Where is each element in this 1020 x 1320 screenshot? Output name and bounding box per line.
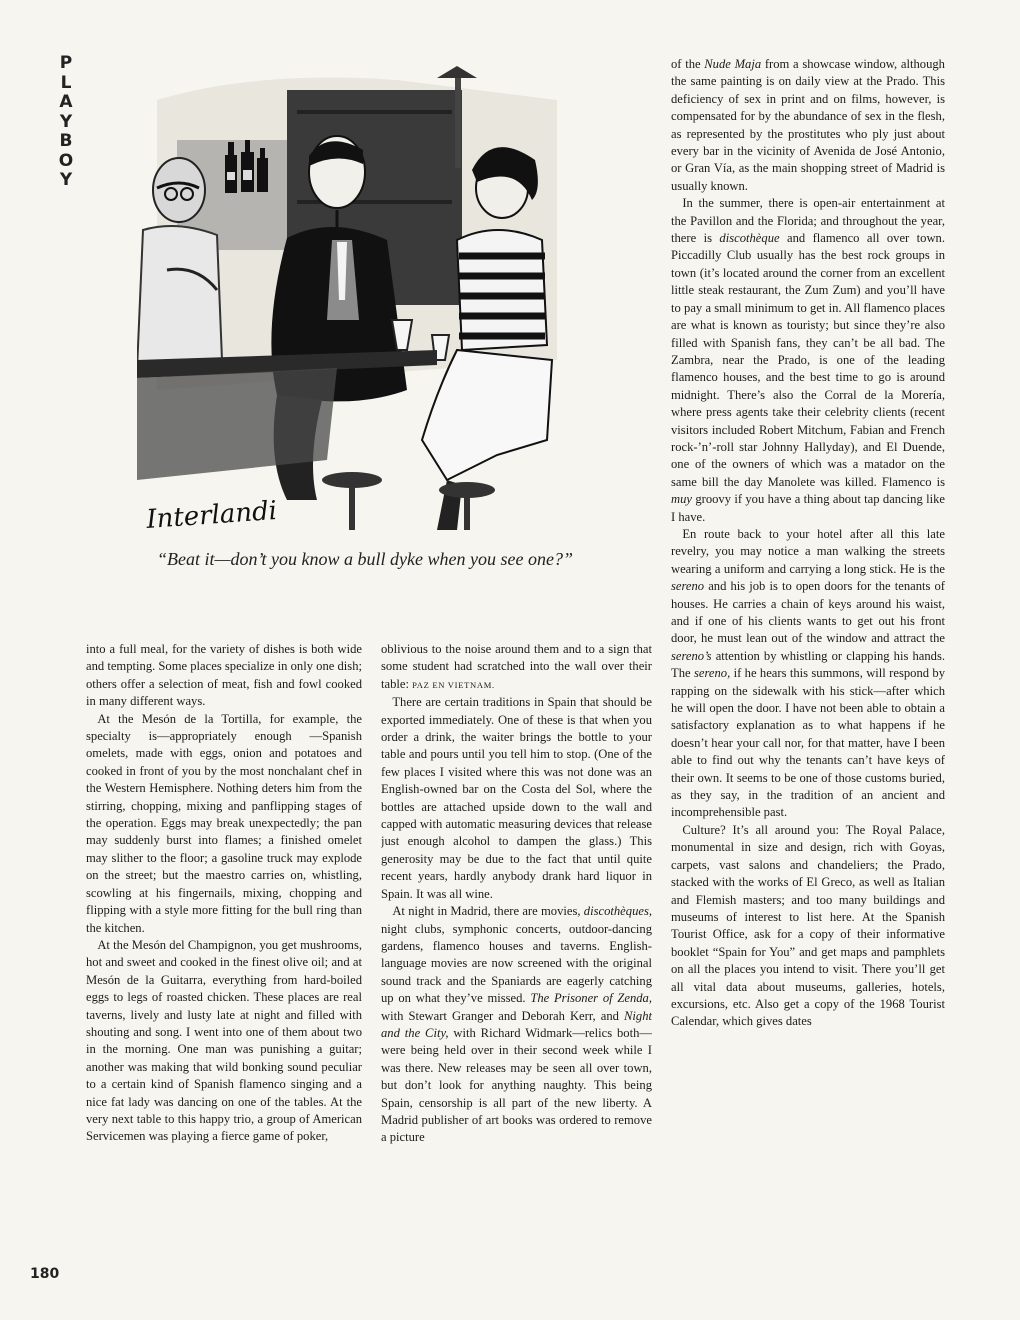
text-run: of the	[671, 57, 701, 71]
paragraph	[671, 526, 945, 822]
logo-letter: P	[59, 53, 73, 73]
cartoon-illustration	[137, 60, 587, 540]
paragraph	[381, 903, 652, 1147]
logo-letter: O	[58, 150, 74, 171]
text-run: and flamenco all over town. Piccadilly Club usually has the best rock groups in town (it’s located around the corner from an excellent little steak restaurant, the Zum Zum) and you’ll have to pay a small minimum to get in. All flamenco places are what is known as touristy; but since they’re also filled with Spanish fans, they can’t be all bad. The Zambra, near the Prado, is one of the leading flamenco houses, and the best time to go is around midnight. There’s also the Corral de la Morería, where press agents take their celebrity clients (recent visitors included Robert Mitchum, Fabian and French rock-’n’-roll star Johnny Hallyday), and El Duende, one of the owners of which was a matador on the same bill the day Manolete was killed. Flamenco is	[671, 231, 945, 489]
logo-letter: A	[59, 92, 73, 112]
italic-term: muy	[671, 492, 692, 507]
text-run: and his job is to open doors for the tenants of houses. He carries a chain of keys around his waist, and if one of his clients wants to get out his front door, he must lean out of the window and attract the	[671, 579, 945, 646]
italic-term: discothèque	[719, 231, 780, 246]
text-run: attention by whistling or clapping his hands. The	[671, 648, 945, 681]
italic-term: sereno’s	[671, 648, 712, 663]
article-column-3	[671, 56, 945, 1288]
painting-title: Nude Maja	[704, 57, 762, 71]
cartoon-caption: “Beat it—don’t you know a bull dyke when you see one?”	[157, 549, 573, 569]
paragraph: Culture? It’s all around you: The Royal Palace, monumental in size and design, rich with Goyas, carpets, vast salons and chandeliers; the Prado, stacked with the works of El Greco, as well as Italian and Flemish masters; and too many buildings and museums of interest to list here. At the Spanish Tourist Office, ask for a copy of their informative booklet “Spain for You” and get maps and pamphlets on all the places you intend to visit. There you’ll get all vital data about museums, galleries, hotels, excursions, etc. Also get a copy of the 1968 Tourist Calendar, which gives dates	[671, 822, 945, 1029]
text-run: if he hears this summons, will respond by rapping on the sidewalk with his stick—after which he will open the door. I have not been able to obtain a satisfactory explanation as to what happens if he doesn’t hear your call nor, for that matter, have I been able to find out why the tenants can’t have keys of their own. It seems to be one of those customs buried, as they say, in the tradition of an ancient and incomprehensible past.	[671, 666, 945, 820]
italic-term: sereno,	[693, 666, 731, 681]
paragraph	[381, 641, 652, 694]
text-run: In the summer, there is open-air entertainment at the Pavillon and the Florida; and throughout the year, there is	[671, 196, 945, 246]
logo-letter: L	[60, 72, 72, 93]
text-run: En route back to your hotel after all this late revelry, you may notice a man walking the streets wearing a uniform and carrying a long stick. He is the	[671, 526, 945, 576]
page-number: 180	[30, 1266, 60, 1282]
paragraph	[671, 195, 945, 526]
paragraph	[671, 56, 945, 195]
paragraph: into a full meal, for the variety of dishes is both wide and tempting. Some places specialize in only one dish; others offer a selection of meat, fish and fowl cooked in many different ways.	[86, 642, 362, 709]
logo-letter: Y	[59, 170, 73, 190]
italic-term: discothèques,	[583, 904, 652, 919]
text-run: with Richard Widmark—relics both—were being held over in their second week while I was there. New releases may be seen all over town, but don’t look for anything naughty. This being Spain, censorship is all part of the new liberty. A Madrid publisher of art books was ordered to remove a picture	[381, 1025, 652, 1145]
film-title: Night and the City,	[381, 1008, 652, 1040]
film-title: The Prisoner of Zenda,	[530, 991, 652, 1006]
magazine-logo	[56, 54, 76, 191]
paragraph: At the Mesón del Champignon, you get mushrooms, hot and sweet and cooked in the finest olive oil; and at Mesón de la Guitarra, everything from hard-boiled eggs to legs of roasted chicken. These places are real taverns, lively and lusty late at night and filled with shouting and song. I went into one of them about two in the morning. One man was punishing a guitar; another was making that wild bonking sound peculiar to a certain kind of Spanish flamenco singing and a nice fat lady was dancing on one of the tables. At the very next table to this happy trio, a group of American Servicemen was playing a fierce game of poker,	[86, 937, 362, 1144]
logo-letter: Y	[59, 111, 73, 132]
article-column-1	[86, 641, 362, 1286]
logo-letter: B	[59, 131, 73, 151]
artist-signature: Interlandi	[145, 495, 278, 535]
text-run: from a showcase window, although the same painting is on daily view at the Prado. This deficiency of sex in print and on films, however, is compensated for by the abundance of sex in the flesh, as represented by the prostitutes who ply just about every bar in the vicinity of Avenida de José Antonio, or Gran Vía, as the main shopping street of Madrid is usually known.	[671, 57, 945, 193]
text-run: night clubs, symphonic concerts, outdoor-dancing gardens, flamenco houses and taverns. English-language movies are now screened with the original sound track and the Spaniards are eagerly catching up on what they’ve missed.	[381, 921, 652, 1006]
paragraph: At the Mesón de la Tortilla, for example, the specialty is—appropriately enough —Spanish omelets, made with eggs, onion and potatoes and cooked in front of you by the most nonchalant chef in the Western Hemisphere. Nothing deters him from the stirring, chopping, mixing and panflipping stages of the operation. Eggs may break unexpectedly; the pan may suddenly burst into flames; a finished omelet may slither to the floor; a gasoline truck may explode on the street; but the maestro carries on, whistling, scowling at his fingernails, mixing, chopping and flipping with a style more fitting for the bull ring than the kitchen.	[86, 711, 362, 935]
text-run: groovy if you have a thing about tap dancing like I have.	[671, 492, 945, 524]
text-run: At night in Madrid, there are movies,	[392, 904, 581, 919]
text-run: with Stewart Granger and Deborah Kerr, and	[381, 1008, 619, 1023]
text-run: oblivious to the noise around them and to a sign that some student had scratched into the wall over their table:	[381, 642, 652, 691]
sign-text: PAZ EN VIETNAM.	[412, 679, 495, 690]
italic-term: sereno	[671, 579, 705, 594]
article-column-2	[381, 641, 652, 1286]
paragraph: There are certain traditions in Spain that should be exported immediately. One of these is that when you order a drink, the waiter brings the bottle to your table and pours until you tell him to stop. (One of the few places I visited where this was not done was an English-owned bar on the Costa del Sol, where the bottles are attached upside down to the wall and capped with automatic measuring devices that release just enough alcohol to dampen the glass.) This generosity may be due to the fact that until quite recent years, hardly anybody drank hard liquor in Spain. It was all wine.	[381, 695, 652, 901]
